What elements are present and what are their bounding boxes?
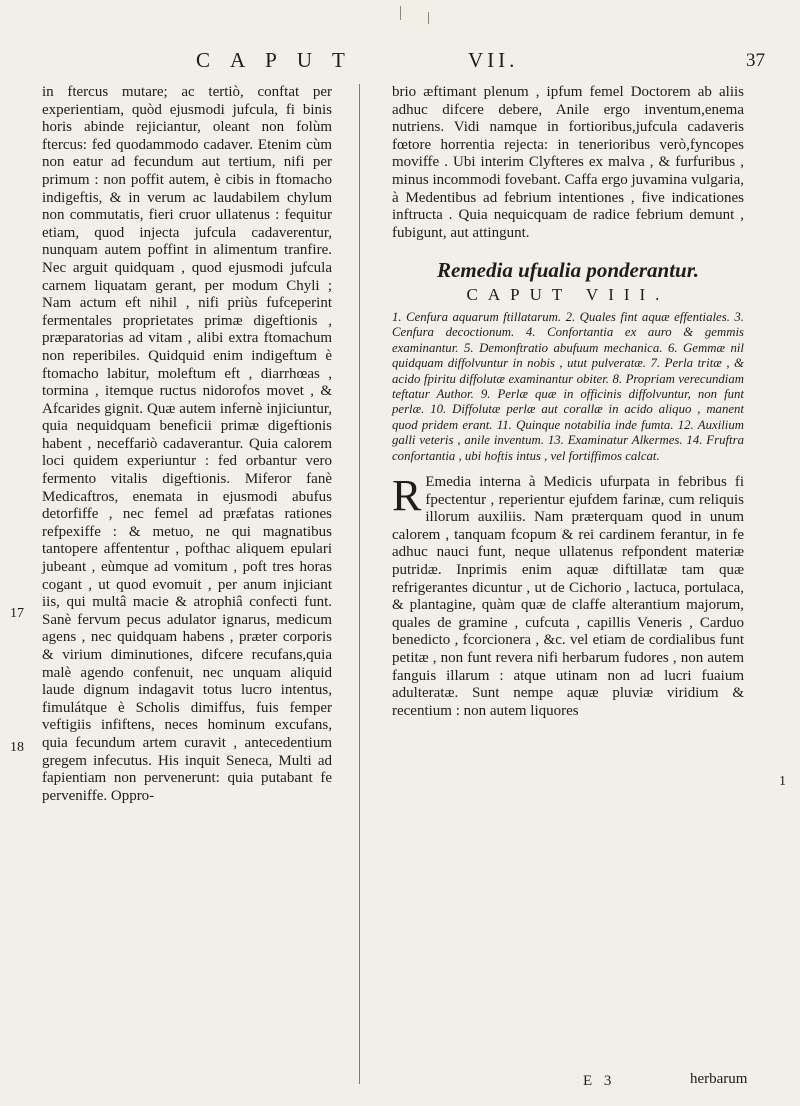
- left-column: [42, 84, 332, 805]
- chapter-body: [392, 471, 744, 720]
- chapter-body-text: Emedia interna à Medicis ufurpata in febribus fi fpectentur , reperientur ejufdem farinæ, cum reliquis illorum auxiliis. Nam præterquam quod in unum calorem , tanquam fcopum & rei cardinem ferantur, in fe adhuc nauci funt, neque ullatenus refpondent materiæ putridæ. Inprimis enim aquæ diftillatæ tam quæ refrigerantes dicuntur , ut de Cichorio , lactuca, portulaca, & plantagine, quàm quæ de claffe alterantium majorum, quales de gramine , cufcuta , capillis Veneris , Carduo benedicto , fcorcionera , &c. vel etiam de cordialibus funt petitæ , non funt revera nifi herbarum fudores , non autem fanguis illarum : atque utinam non ad lucri fuaium adulteratæ. Sunt nempe aquæ pluviæ viridium & recentium : non autem liquores: [392, 474, 744, 719]
- margin-note-18: 18: [10, 740, 24, 755]
- margin-note-1: 1: [779, 774, 786, 789]
- catchword: herbarum: [690, 1071, 748, 1087]
- running-head: [0, 48, 800, 78]
- running-head-caput: CAPUT: [196, 48, 365, 72]
- ink-mark: [400, 6, 401, 20]
- column-rule: [359, 84, 360, 1084]
- right-column-intro: brio æftimant plenum , ipfum femel Doctorem ab aliis adhuc difcere debere, Anile ergo inventum,enema nutriens. Vidi namque in fortioribus,jufcula cadaveris fœtore horrentia rejecta: in tenerioribus verò,fyncopes moviffe . Ubi interim Clyfteres ex malva , & furfuribus , minus incommodi fovebant. Caffa ergo juvamina vulgaria, à Medentibus ad febrium intentiones , five indicationes inftructa . Quia nequicquam de radice febrium demunt , fubigunt, aut attingunt.: [392, 84, 744, 241]
- chapter-heading: CAPUT VIII.: [466, 285, 670, 305]
- margin-note-17: 17: [10, 606, 24, 621]
- signature-mark: E 3: [583, 1073, 616, 1089]
- page-number: 37: [746, 50, 765, 71]
- running-head-chapter-number: VII.: [468, 48, 519, 72]
- right-column: [392, 84, 744, 720]
- left-column-text: in ftercus mutare; ac tertiò, conftat per experientiam, quòd ejusmodi jufcula, fi binis horis abinde rejiciantur, oleant non folùm ftercus: fed quodammodo cadaver. Etenim cùm non eatur ad fecundum aut tertium, nifi per primum : non poffit autem, è cibis in ftomacho indigeftis, & in verum ac laudabilem chylum non commutatis, fieri cruor ullatenus : fequitur etiam, quod injecta jufcula cadaverentur, nunquam autem poffint in alimentum tranfire. Nec arguit quidquam , quod ejusmodi jufcula carnem liquatam gerant, per modum Chyli ; Nam actum eft nihil , nifi priùs fufceperint fermentales proprietates primæ digeftionis , præparatorias ad vitam , alibi extra ftomachum non reperibiles. Quidquid enim indigeftum è ftomacho labitur, moleftum eft , diarrhœas , tormina , itemque ructus nidorofos movet , & Afcarides gignit. Quæ autem infernè injiciuntur, quia nequidquam beneficii primæ digeftionis habent , neceffariò cadaverantur. Quia calorem loci quidem experiuntur : fed orbantur vero fermento vitalis digeftionis. Miferor fanè Medicaftros, enemata in ejusmodi abufus detorfiffe , nec femel ad præfatas rationes refpexiffe : & metuo, ne qui magnatibus tantopere affententur , pofthac aliquem epulari jubeant , eùmque ad vomitum , poft tres horas cogant , ut quod evomuit , per anum injiciant iis, qui multâ macie & atrophiâ confecti funt. Sanè fervum pecus adulator ignarus, medicum agens , nec quidquam habens , præter corporis & virium diminutiones, difcere recufans,quia malè agendo confenuit, nec unquam aliquid laude dignum indagavit totus lucro intentus, fimulátque è Scholis dimiffus, fuis femper veftigiis infiftens, neces hominum excufans, quia fecundum artem curavit , antecedentium gregem infecutus. His inquit Seneca, Multi ad fapientiam non pervenerunt: quia putabant fe perveniffe. Oppro-: [42, 84, 332, 804]
- section-title: Remedia ufualia ponderantur.: [437, 258, 699, 283]
- chapter-summary: 1. Cenfura aquarum ftillatarum. 2. Quales fint aquæ effentiales. 3. Cenfura decoctionum. 4. Confortantia ex auro & gemmis examinantur. 5. Demonftratio abufuum mechanica. 6. Gemmæ nil quidquam diffolvuntur in nobis , utut pulveratæ. 7. Perla tritæ , & acido fpiritu diffolutæ examinantur obiter. 8. Propriam verecundiam teftatur Author. 9. Perlæ quæ in officinis diffolvuntur, non funt perlæ. 10. Diffolutæ perlæ aut corallæ in acido aliquo , manent quod pridem erant. 11. Quinque notabilia inde fumta. 12. Auxilium galli veteris , anile inventum. 13. Examinatur Alkermes. 14. Fruftra confortantia , ubi hoftis intus , vel fortiffimos calcat.: [392, 309, 744, 463]
- ink-mark: [428, 12, 429, 24]
- drop-cap: R: [392, 471, 422, 520]
